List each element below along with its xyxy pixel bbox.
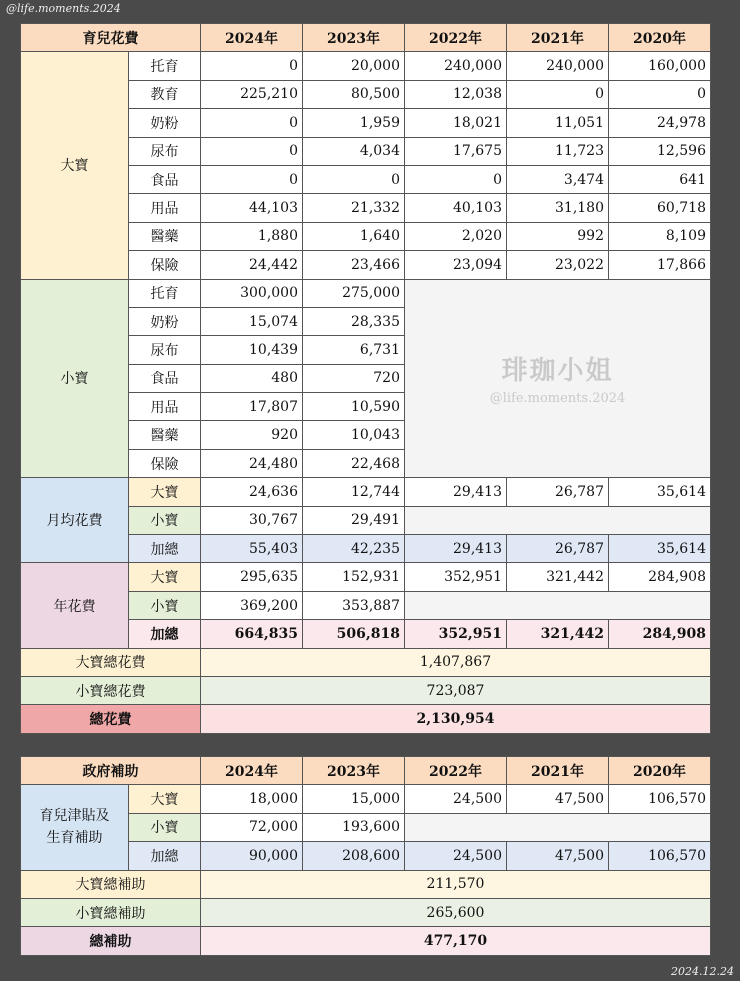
value-cell: 10,590 (303, 393, 405, 421)
value-cell: 240,000 (507, 52, 609, 80)
spending-table (20, 23, 711, 734)
table-row (21, 52, 711, 80)
row-label: 奶粉 (129, 109, 201, 137)
value-cell: 23,022 (507, 251, 609, 279)
row-label: 大寶 (129, 563, 201, 591)
row-label: 用品 (129, 194, 201, 222)
year-header: 2020年 (609, 757, 711, 785)
value-cell: 22,468 (303, 449, 405, 477)
group-label-allowance (21, 785, 129, 870)
row-label: 醫藥 (129, 222, 201, 250)
value-cell: 40,103 (405, 194, 507, 222)
value-cell: 0 (201, 165, 303, 193)
value-cell: 240,000 (405, 52, 507, 80)
total-row (21, 898, 711, 926)
subsidy-grand-total-label: 總補助 (21, 927, 201, 955)
value-cell: 23,094 (405, 251, 507, 279)
value-cell: 80,500 (303, 80, 405, 108)
total-value-small: 723,087 (201, 676, 711, 704)
total-row (21, 705, 711, 733)
empty-area-watermark (405, 279, 711, 478)
row-label: 大寶 (129, 785, 201, 813)
year-header: 2023年 (303, 24, 405, 52)
group-label-small-child: 小寶 (21, 279, 129, 478)
value-cell: 2,020 (405, 222, 507, 250)
total-row (21, 676, 711, 704)
total-row (21, 927, 711, 955)
value-cell: 35,614 (609, 535, 711, 563)
value-cell: 21,332 (303, 194, 405, 222)
value-cell: 17,675 (405, 137, 507, 165)
year-header: 2022年 (405, 757, 507, 785)
value-cell: 44,103 (201, 194, 303, 222)
table-row (21, 563, 711, 591)
value-cell: 24,636 (201, 478, 303, 506)
value-cell: 720 (303, 364, 405, 392)
value-cell: 225,210 (201, 80, 303, 108)
year-header: 2021年 (507, 24, 609, 52)
total-row (21, 648, 711, 676)
value-cell: 10,439 (201, 336, 303, 364)
value-cell: 18,021 (405, 109, 507, 137)
watermark-name: 琲珈小姐 (501, 356, 614, 387)
value-cell: 0 (201, 109, 303, 137)
value-cell: 0 (201, 52, 303, 80)
value-cell: 10,043 (303, 421, 405, 449)
group-label-monthly: 月均花費 (21, 478, 129, 563)
value-cell: 208,600 (303, 842, 405, 870)
total-value-big: 1,407,867 (201, 648, 711, 676)
row-label: 醫藥 (129, 421, 201, 449)
row-label: 小寶 (129, 591, 201, 619)
value-cell: 992 (507, 222, 609, 250)
row-label: 保險 (129, 449, 201, 477)
value-cell: 152,931 (303, 563, 405, 591)
value-cell: 28,335 (303, 307, 405, 335)
row-label: 食品 (129, 165, 201, 193)
row-label: 奶粉 (129, 307, 201, 335)
value-cell: 4,034 (303, 137, 405, 165)
value-cell: 352,951 (405, 620, 507, 648)
value-cell: 26,787 (507, 535, 609, 563)
row-label: 大寶 (129, 478, 201, 506)
value-cell: 12,038 (405, 80, 507, 108)
value-cell: 295,635 (201, 563, 303, 591)
group-label-big-child: 大寶 (21, 52, 129, 279)
value-cell: 29,413 (405, 478, 507, 506)
value-cell: 193,600 (303, 813, 405, 841)
watermark-handle-top: @life.moments.2024 (6, 2, 121, 15)
empty-cell (405, 506, 711, 534)
value-cell: 0 (507, 80, 609, 108)
year-header: 2020年 (609, 24, 711, 52)
total-row (21, 870, 711, 898)
value-cell: 106,570 (609, 785, 711, 813)
empty-cell (405, 813, 711, 841)
subsidy-title: 政府補助 (21, 757, 201, 785)
subsidy-table (20, 756, 711, 956)
value-cell: 480 (201, 364, 303, 392)
value-cell: 23,466 (303, 251, 405, 279)
value-cell: 72,000 (201, 813, 303, 841)
value-cell: 284,908 (609, 620, 711, 648)
value-cell: 0 (303, 165, 405, 193)
value-cell: 47,500 (507, 785, 609, 813)
row-label: 加總 (129, 535, 201, 563)
year-header: 2021年 (507, 757, 609, 785)
row-label: 小寶 (129, 813, 201, 841)
value-cell: 20,000 (303, 52, 405, 80)
value-cell: 24,442 (201, 251, 303, 279)
value-cell: 321,442 (507, 563, 609, 591)
watermark-handle: @life.moments.2024 (489, 391, 626, 407)
value-cell: 506,818 (303, 620, 405, 648)
year-header: 2023年 (303, 757, 405, 785)
year-header: 2024年 (201, 757, 303, 785)
value-cell: 0 (405, 165, 507, 193)
row-label: 小寶 (129, 506, 201, 534)
total-label-big: 大寶總花費 (21, 648, 201, 676)
value-cell: 300,000 (201, 279, 303, 307)
year-header: 2024年 (201, 24, 303, 52)
value-cell: 1,880 (201, 222, 303, 250)
value-cell: 11,051 (507, 109, 609, 137)
table-row (21, 785, 711, 813)
value-cell: 8,109 (609, 222, 711, 250)
row-label: 托育 (129, 52, 201, 80)
value-cell: 29,491 (303, 506, 405, 534)
value-cell: 369,200 (201, 591, 303, 619)
row-label: 加總 (129, 842, 201, 870)
value-cell: 1,640 (303, 222, 405, 250)
group-label-line1: 育兒津貼及 (39, 808, 110, 825)
value-cell: 35,614 (609, 478, 711, 506)
value-cell: 42,235 (303, 535, 405, 563)
value-cell: 321,442 (507, 620, 609, 648)
value-cell: 29,413 (405, 535, 507, 563)
grand-total-label: 總花費 (21, 705, 201, 733)
value-cell: 920 (201, 421, 303, 449)
value-cell: 3,474 (507, 165, 609, 193)
row-label: 食品 (129, 364, 201, 392)
row-label: 教育 (129, 80, 201, 108)
value-cell: 664,835 (201, 620, 303, 648)
value-cell: 55,403 (201, 535, 303, 563)
value-cell: 0 (201, 137, 303, 165)
year-header: 2022年 (405, 24, 507, 52)
value-cell: 47,500 (507, 842, 609, 870)
value-cell: 284,908 (609, 563, 711, 591)
empty-cell (405, 591, 711, 619)
subsidy-total-label-small: 小寶總補助 (21, 898, 201, 926)
value-cell: 60,718 (609, 194, 711, 222)
value-cell: 24,500 (405, 785, 507, 813)
value-cell: 12,744 (303, 478, 405, 506)
row-label: 用品 (129, 393, 201, 421)
table-row (21, 279, 711, 307)
value-cell: 6,731 (303, 336, 405, 364)
total-label-small: 小寶總花費 (21, 676, 201, 704)
row-label: 托育 (129, 279, 201, 307)
value-cell: 352,951 (405, 563, 507, 591)
value-cell: 24,500 (405, 842, 507, 870)
value-cell: 15,000 (303, 785, 405, 813)
value-cell: 353,887 (303, 591, 405, 619)
value-cell: 30,767 (201, 506, 303, 534)
subsidy-total-label-big: 大寶總補助 (21, 870, 201, 898)
grand-total-value: 2,130,954 (201, 705, 711, 733)
spending-title: 育兒花費 (21, 24, 201, 52)
row-label: 尿布 (129, 336, 201, 364)
value-cell: 275,000 (303, 279, 405, 307)
value-cell: 17,866 (609, 251, 711, 279)
value-cell: 15,074 (201, 307, 303, 335)
subsidy-grand-total-value: 477,170 (201, 927, 711, 955)
value-cell: 24,480 (201, 449, 303, 477)
group-label-annual: 年花費 (21, 563, 129, 648)
subsidy-header-row (21, 757, 711, 785)
value-cell: 31,180 (507, 194, 609, 222)
row-label: 尿布 (129, 137, 201, 165)
value-cell: 26,787 (507, 478, 609, 506)
value-cell: 160,000 (609, 52, 711, 80)
center-watermark (405, 350, 710, 406)
value-cell: 24,978 (609, 109, 711, 137)
row-label: 保險 (129, 251, 201, 279)
subsidy-total-value-small: 265,600 (201, 898, 711, 926)
subsidy-total-value-big: 211,570 (201, 870, 711, 898)
value-cell: 641 (609, 165, 711, 193)
date-stamp: 2024.12.24 (671, 965, 734, 978)
value-cell: 17,807 (201, 393, 303, 421)
value-cell: 1,959 (303, 109, 405, 137)
value-cell: 18,000 (201, 785, 303, 813)
group-label-line2: 生育補助 (46, 830, 103, 847)
value-cell: 106,570 (609, 842, 711, 870)
value-cell: 11,723 (507, 137, 609, 165)
spending-header-row (21, 24, 711, 52)
value-cell: 12,596 (609, 137, 711, 165)
table-row (21, 478, 711, 506)
value-cell: 90,000 (201, 842, 303, 870)
row-label: 加總 (129, 620, 201, 648)
value-cell: 0 (609, 80, 711, 108)
